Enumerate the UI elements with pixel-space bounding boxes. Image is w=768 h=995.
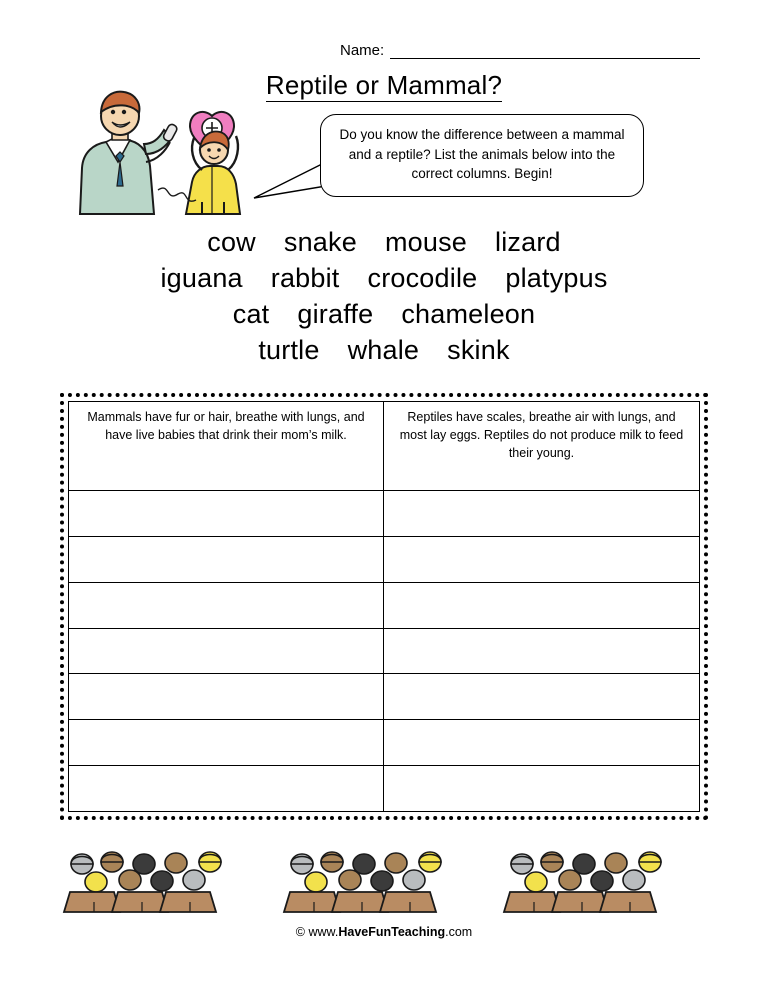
word-item: lizard	[495, 227, 561, 257]
mammals-answer-cell[interactable]	[69, 583, 384, 628]
reptiles-column-header: Reptiles have scales, breathe air with lungs, and most lay eggs. Reptiles do not produce milk to feed their young.	[399, 410, 684, 460]
mammals-column-header: Mammals have fur or hair, breathe with lungs, and have live babies that drink their mom’s milk.	[69, 402, 384, 490]
mammals-answer-cell[interactable]	[69, 629, 384, 674]
table-row	[69, 766, 699, 811]
mammals-answer-cell[interactable]	[69, 766, 384, 811]
reptiles-answer-cell[interactable]	[384, 720, 699, 765]
classroom-students-clipart	[60, 840, 708, 920]
mammals-answer-cell[interactable]	[69, 674, 384, 719]
name-label: Name:	[340, 42, 385, 59]
copyright-symbol: ©	[295, 925, 306, 939]
sorting-table	[60, 393, 708, 820]
table-row	[69, 583, 699, 629]
word-bank-row-3	[0, 297, 768, 333]
instructions-bubble	[320, 114, 644, 197]
table-row	[69, 674, 699, 720]
reptiles-answer-cell[interactable]	[384, 537, 699, 582]
copyright-line	[0, 925, 768, 939]
sorting-table-grid	[68, 401, 700, 812]
word-item: turtle	[258, 334, 320, 365]
mammals-answer-cell[interactable]	[69, 720, 384, 765]
word-item: iguana	[160, 262, 243, 293]
word-bank-row-2	[0, 261, 768, 297]
word-bank-row-4	[0, 333, 768, 369]
word-item: chameleon	[401, 298, 536, 329]
instructions-text: Do you know the difference between a mammal and a reptile? List the animals below into the correct columns. Begin!	[339, 127, 625, 182]
teacher-student-clipart	[62, 82, 262, 217]
word-item: mouse	[384, 227, 467, 257]
name-field-row	[340, 42, 700, 59]
word-item: whale	[347, 334, 420, 365]
word-item: giraffe	[297, 298, 374, 329]
reptiles-answer-cell[interactable]	[384, 491, 699, 536]
reptiles-answer-cell[interactable]	[384, 674, 699, 719]
word-bank-row-1	[0, 225, 768, 261]
site-brand: HaveFunTeaching	[338, 925, 446, 939]
word-item: rabbit	[270, 262, 340, 293]
site-suffix: .com	[445, 925, 473, 939]
table-row	[69, 491, 699, 537]
table-row	[69, 720, 699, 766]
word-item: crocodile	[367, 262, 478, 293]
table-header-row	[69, 402, 699, 491]
reptiles-answer-cell[interactable]	[384, 766, 699, 811]
page-title-text: Reptile or Mammal?	[265, 70, 503, 100]
site-prefix: www.	[305, 925, 339, 939]
mammals-answer-cell[interactable]	[69, 537, 384, 582]
word-item: skink	[447, 334, 510, 365]
reptiles-answer-cell[interactable]	[384, 629, 699, 674]
mammals-answer-cell[interactable]	[69, 491, 384, 536]
word-item: snake	[283, 227, 357, 257]
word-item: cow	[207, 227, 256, 257]
word-item: cat	[232, 298, 270, 329]
word-bank	[0, 225, 768, 369]
name-input-line[interactable]	[390, 44, 700, 59]
table-row	[69, 629, 699, 675]
table-row	[69, 537, 699, 583]
reptiles-answer-cell[interactable]	[384, 583, 699, 628]
word-item: platypus	[505, 262, 608, 293]
